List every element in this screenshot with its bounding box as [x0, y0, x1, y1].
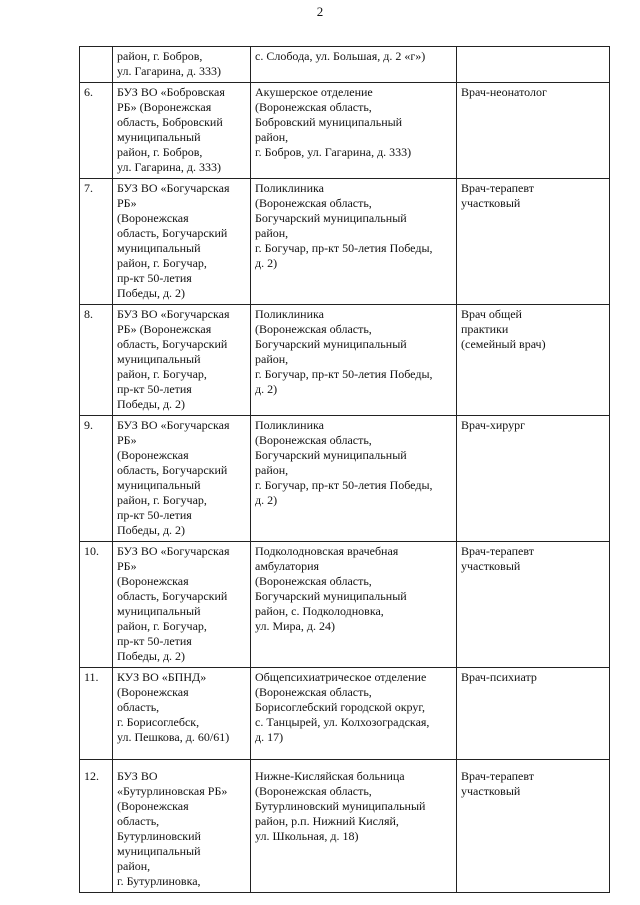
org-text-line: БУЗ ВО «Богучарская: [117, 544, 230, 558]
row-number: 11.: [84, 670, 99, 684]
workplace-cell: [251, 760, 457, 893]
row-number: 8.: [84, 307, 93, 321]
place-text-line: г. Богучар, пр-кт 50-летия Победы,: [255, 478, 433, 492]
table-row: [80, 83, 610, 179]
position-text-line: участковый: [461, 196, 521, 210]
place-text-line: район, с. Подколодновка,: [255, 604, 384, 618]
place-text-line: (Воронежская область,: [255, 685, 372, 699]
workplace-cell: [251, 47, 457, 83]
place-text-line: район,: [255, 130, 289, 144]
vacancy-table: [79, 46, 610, 893]
table-row: [80, 760, 610, 893]
org-text-line: район, г. Бобров,: [117, 145, 203, 159]
place-text-line: Акушерское отделение: [255, 85, 373, 99]
place-text-line: ул. Мира, д. 24): [255, 619, 335, 633]
org-text-line: район,: [117, 859, 151, 873]
org-text-line: область,: [117, 814, 160, 828]
table-row: [80, 305, 610, 416]
org-text-line: (Воронежская: [117, 574, 189, 588]
position-cell: [457, 179, 610, 305]
place-text-line: район,: [255, 463, 289, 477]
organization-cell: [113, 305, 251, 416]
row-number: 12.: [84, 769, 99, 783]
place-text-line: Поликлиника: [255, 418, 324, 432]
place-text-line: (Воронежская область,: [255, 574, 372, 588]
place-text-line: район, р.п. Нижний Кисляй,: [255, 814, 399, 828]
org-text-line: область,: [117, 700, 160, 714]
workplace-cell: [251, 542, 457, 668]
org-text-line: район, г. Бобров,: [117, 49, 203, 63]
place-text-line: Богучарский муниципальный: [255, 448, 407, 462]
org-text-line: РБ» (Воронежская: [117, 100, 212, 114]
organization-cell: [113, 760, 251, 893]
place-text-line: Общепсихиатрическое отделение: [255, 670, 427, 684]
org-text-line: БУЗ ВО: [117, 769, 158, 783]
position-text-line: Врач-хирург: [461, 418, 526, 432]
position-text-line: Врач-неонатолог: [461, 85, 547, 99]
org-text-line: муниципальный: [117, 241, 201, 255]
org-text-line: область, Богучарский: [117, 337, 228, 351]
org-text-line: муниципальный: [117, 478, 201, 492]
org-text-line: муниципальный: [117, 604, 201, 618]
organization-cell: [113, 83, 251, 179]
org-text-line: пр-кт 50-летия: [117, 508, 192, 522]
place-text-line: Богучарский муниципальный: [255, 211, 407, 225]
row-number-cell: [80, 668, 113, 760]
workplace-cell: [251, 416, 457, 542]
org-text-line: Победы, д. 2): [117, 649, 186, 663]
org-text-line: (Воронежская: [117, 685, 189, 699]
org-text-line: ул. Гагарина, д. 333): [117, 64, 221, 78]
org-text-line: район, г. Богучар,: [117, 493, 207, 507]
place-text-line: ул. Школьная, д. 18): [255, 829, 359, 843]
place-text-line: (Воронежская область,: [255, 196, 372, 210]
row-number-cell: [80, 542, 113, 668]
org-text-line: район, г. Богучар,: [117, 619, 207, 633]
org-text-line: район, г. Богучар,: [117, 367, 207, 381]
position-cell: [457, 305, 610, 416]
position-text-line: Врач-терапевт: [461, 181, 534, 195]
org-text-line: БУЗ ВО «Богучарская: [117, 418, 230, 432]
position-text-line: Врач-терапевт: [461, 769, 534, 783]
workplace-cell: [251, 668, 457, 760]
row-number: 9.: [84, 418, 93, 432]
position-text-line: Врач общей: [461, 307, 522, 321]
organization-cell: [113, 542, 251, 668]
org-text-line: муниципальный: [117, 352, 201, 366]
place-text-line: Борисоглебский городской округ,: [255, 700, 425, 714]
organization-cell: [113, 668, 251, 760]
org-text-line: (Воронежская: [117, 799, 189, 813]
row-number-cell: [80, 760, 113, 893]
vacancy-table-body: [80, 47, 610, 893]
position-text-line: (семейный врач): [461, 337, 546, 351]
page-number: 2: [316, 4, 324, 19]
table-row: [80, 668, 610, 760]
org-text-line: муниципальный: [117, 844, 201, 858]
position-text-line: участковый: [461, 559, 521, 573]
org-text-line: БУЗ ВО «Бобровская: [117, 85, 225, 99]
place-text-line: д. 17): [255, 730, 284, 744]
row-number-cell: [80, 83, 113, 179]
place-text-line: (Воронежская область,: [255, 100, 372, 114]
place-text-line: Поликлиника: [255, 181, 324, 195]
org-text-line: Победы, д. 2): [117, 397, 186, 411]
org-text-line: пр-кт 50-летия: [117, 382, 192, 396]
place-text-line: район,: [255, 226, 289, 240]
position-text-line: участковый: [461, 784, 521, 798]
org-text-line: (Воронежская: [117, 211, 189, 225]
org-text-line: КУЗ ВО «БПНД»: [117, 670, 207, 684]
workplace-cell: [251, 83, 457, 179]
organization-cell: [113, 416, 251, 542]
place-text-line: г. Богучар, пр-кт 50-летия Победы,: [255, 367, 433, 381]
workplace-cell: [251, 179, 457, 305]
place-text-line: Подколодновская врачебная: [255, 544, 399, 558]
org-text-line: РБ»: [117, 433, 137, 447]
place-text-line: г. Бобров, ул. Гагарина, д. 333): [255, 145, 412, 159]
org-text-line: ул. Пешкова, д. 60/61): [117, 730, 230, 744]
position-text-line: Врач-психиатр: [461, 670, 537, 684]
org-text-line: область, Бобровский: [117, 115, 223, 129]
table-row: [80, 542, 610, 668]
organization-cell: [113, 179, 251, 305]
place-text-line: (Воронежская область,: [255, 784, 372, 798]
place-text-line: Бутурлиновский муниципальный: [255, 799, 426, 813]
place-text-line: с. Слобода, ул. Большая, д. 2 «г»): [255, 49, 426, 63]
org-text-line: г. Бутурлиновка,: [117, 874, 201, 888]
place-text-line: (Воронежская область,: [255, 322, 372, 336]
workplace-cell: [251, 305, 457, 416]
position-cell: [457, 83, 610, 179]
row-number: 10.: [84, 544, 99, 558]
org-text-line: область, Богучарский: [117, 589, 228, 603]
org-text-line: РБ»: [117, 196, 137, 210]
position-text-line: Врач-терапевт: [461, 544, 534, 558]
row-number: 6.: [84, 85, 93, 99]
org-text-line: г. Борисоглебск,: [117, 715, 200, 729]
org-text-line: РБ»: [117, 559, 137, 573]
position-cell: [457, 47, 610, 83]
org-text-line: область, Богучарский: [117, 463, 228, 477]
position-text-line: практики: [461, 322, 509, 336]
place-text-line: амбулатория: [255, 559, 320, 573]
org-text-line: Бутурлиновский: [117, 829, 201, 843]
org-text-line: пр-кт 50-летия: [117, 634, 192, 648]
position-cell: [457, 542, 610, 668]
place-text-line: д. 2): [255, 382, 278, 396]
row-number-cell: [80, 416, 113, 542]
place-text-line: (Воронежская область,: [255, 433, 372, 447]
org-text-line: район, г. Богучар,: [117, 256, 207, 270]
place-text-line: г. Богучар, пр-кт 50-летия Победы,: [255, 241, 433, 255]
place-text-line: район,: [255, 352, 289, 366]
place-text-line: Богучарский муниципальный: [255, 337, 407, 351]
org-text-line: (Воронежская: [117, 448, 189, 462]
org-text-line: Победы, д. 2): [117, 523, 186, 537]
org-text-line: область, Богучарский: [117, 226, 228, 240]
table-row: [80, 47, 610, 83]
org-text-line: Победы, д. 2): [117, 286, 186, 300]
org-text-line: «Бутурлиновская РБ»: [117, 784, 228, 798]
row-number: 7.: [84, 181, 93, 195]
place-text-line: Богучарский муниципальный: [255, 589, 407, 603]
row-number-cell: [80, 305, 113, 416]
org-text-line: РБ» (Воронежская: [117, 322, 212, 336]
row-number-cell: [80, 179, 113, 305]
position-cell: [457, 668, 610, 760]
place-text-line: Поликлиника: [255, 307, 324, 321]
org-text-line: БУЗ ВО «Богучарская: [117, 181, 230, 195]
position-cell: [457, 416, 610, 542]
place-text-line: д. 2): [255, 256, 278, 270]
row-number-cell: [80, 47, 113, 83]
table-row: [80, 179, 610, 305]
table-row: [80, 416, 610, 542]
place-text-line: с. Танцырей, ул. Колхозоградская,: [255, 715, 430, 729]
org-text-line: ул. Гагарина, д. 333): [117, 160, 221, 174]
org-text-line: муниципальный: [117, 130, 201, 144]
organization-cell: [113, 47, 251, 83]
place-text-line: Бобровский муниципальный: [255, 115, 403, 129]
org-text-line: пр-кт 50-летия: [117, 271, 192, 285]
place-text-line: Нижне-Кисляйская больница: [255, 769, 405, 783]
position-cell: [457, 760, 610, 893]
org-text-line: БУЗ ВО «Богучарская: [117, 307, 230, 321]
place-text-line: д. 2): [255, 493, 278, 507]
